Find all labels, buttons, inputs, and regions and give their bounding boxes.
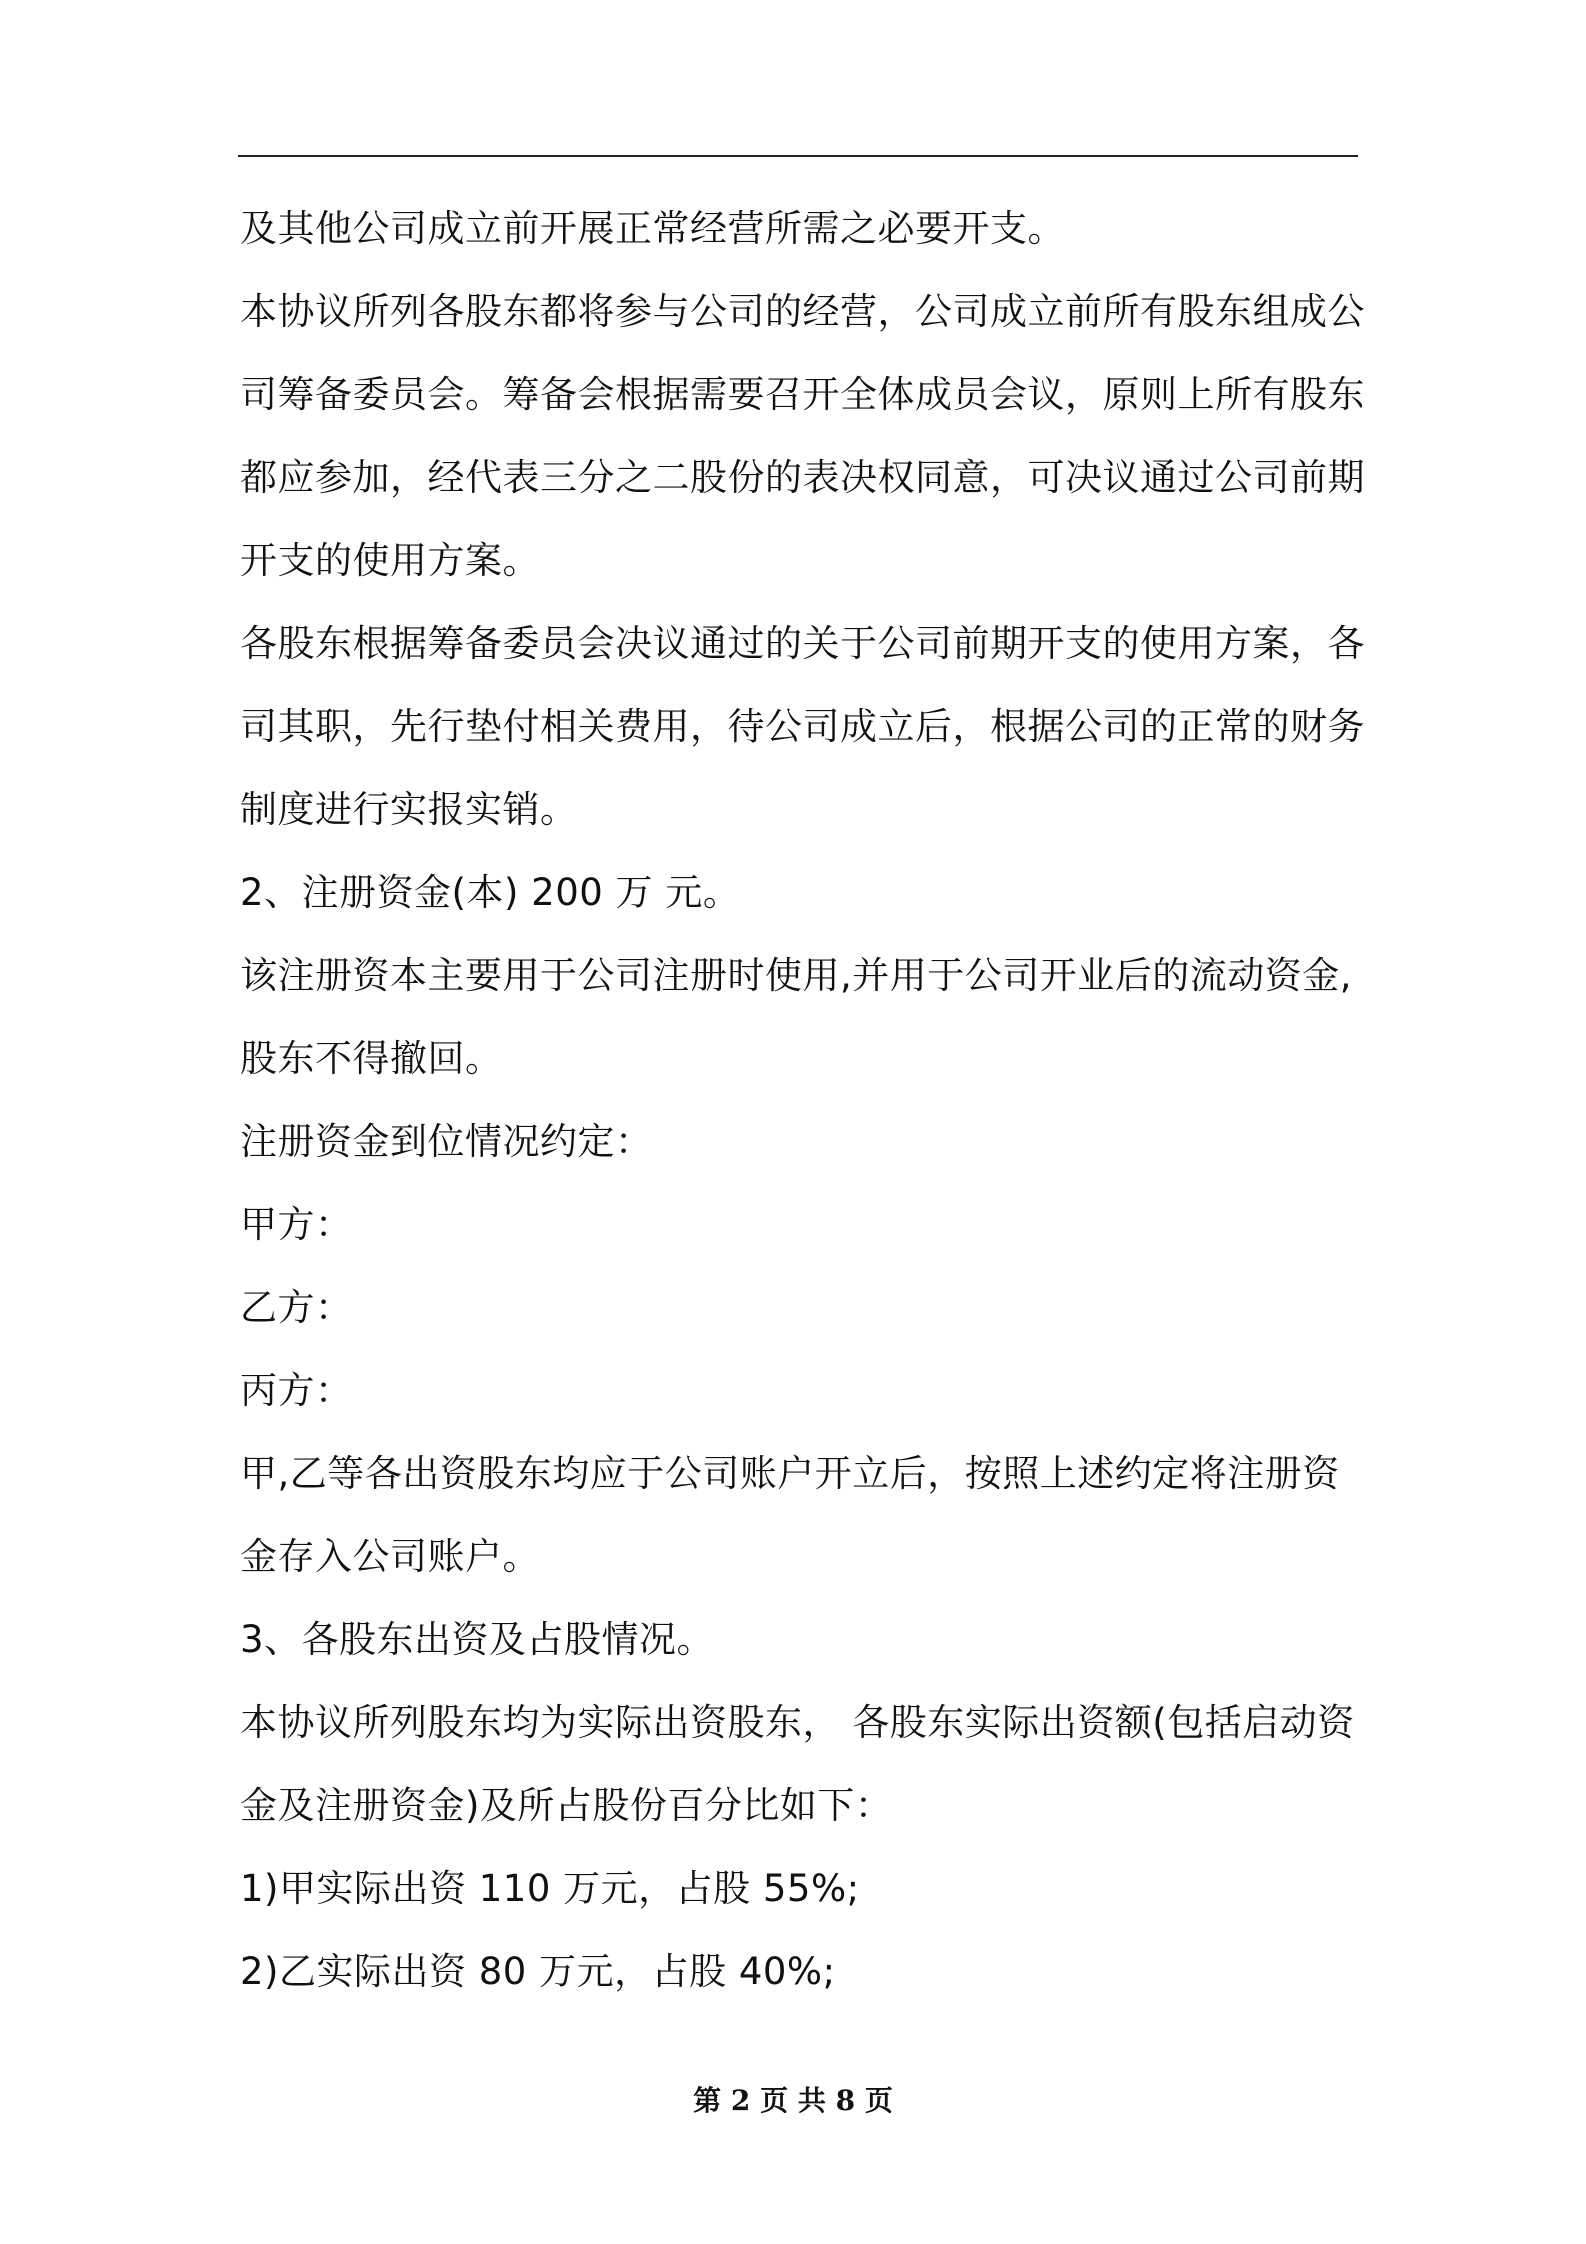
text-line: 本协议所列股东均为实际出资股东， 各股东实际出资额(包括启动资 [240, 1701, 1355, 1744]
party-label: 甲方： [240, 1203, 353, 1246]
list-item: 1)甲实际出资 110 万元，占股 55%; [240, 1867, 860, 1910]
text-line: 司其职，先行垫付相关费用，待公司成立后，根据公司的正常的财务 [240, 705, 1365, 748]
text-line: 注册资金到位情况约定： [240, 1120, 653, 1163]
text-line: 开支的使用方案。 [240, 539, 540, 582]
header-rule [238, 155, 1358, 157]
text-line: 制度进行实报实销。 [240, 788, 578, 831]
text-line: 都应参加，经代表三分之二股份的表决权同意，可决议通过公司前期 [240, 456, 1365, 499]
party-label: 丙方： [240, 1369, 353, 1412]
page-number: 第 2 页 共 8 页 [693, 2084, 893, 2117]
text-line: 股东不得撤回。 [240, 1037, 503, 1080]
list-item: 2)乙实际出资 80 万元，占股 40%; [240, 1950, 836, 1993]
section-heading: 3、各股东出资及占股情况。 [240, 1618, 715, 1661]
text-line: 及其他公司成立前开展正常经营所需之必要开支。 [240, 207, 1065, 250]
section-heading: 2、注册资金(本) 200 万 元。 [240, 871, 741, 914]
text-line: 该注册资本主要用于公司注册时使用,并用于公司开业后的流动资金, [240, 954, 1353, 997]
text-line: 金及注册资金)及所占股份百分比如下： [240, 1784, 893, 1827]
text-line: 司筹备委员会。筹备会根据需要召开全体成员会议，原则上所有股东 [240, 373, 1365, 416]
text-line: 各股东根据筹备委员会决议通过的关于公司前期开支的使用方案，各 [240, 622, 1365, 665]
text-line: 金存入公司账户。 [240, 1535, 540, 1578]
text-line: 甲,乙等各出资股东均应于公司账户开立后，按照上述约定将注册资 [240, 1452, 1340, 1495]
party-label: 乙方： [240, 1286, 353, 1329]
text-line: 本协议所列各股东都将参与公司的经营，公司成立前所有股东组成公 [240, 290, 1365, 333]
